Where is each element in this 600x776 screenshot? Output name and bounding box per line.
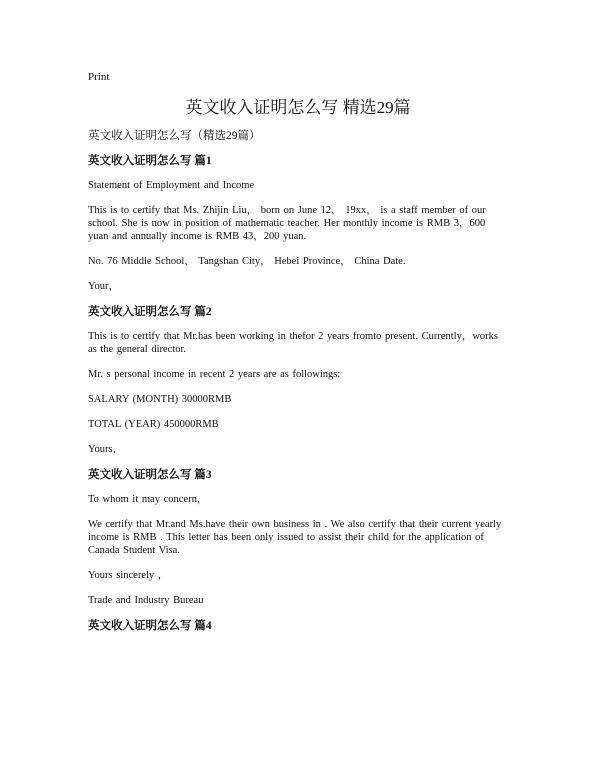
section-heading: 英文收入证明怎么写 篇3 [88, 469, 212, 481]
section-heading: 英文收入证明怎么写 篇4 [88, 620, 212, 632]
paragraph: Yours sincerely ， [88, 570, 169, 581]
paragraph: SALARY (MONTH) 30000RMB [88, 394, 232, 405]
section-2 [88, 305, 508, 456]
paragraph: This is to certify that Mr.has been working in thefor 2 years fromto present. Currently，works as the general director. [88, 331, 498, 355]
paragraph: To whom it may concern， [88, 494, 208, 505]
paragraph: Mr. s personal income in recent 2 years are as followings: [88, 369, 341, 380]
paragraph: Your， [88, 281, 120, 292]
section-3 [88, 468, 508, 607]
section-heading: 英文收入证明怎么写 篇1 [88, 155, 212, 167]
section-1 [88, 154, 508, 293]
paragraph: TOTAL (YEAR) 450000RMB [88, 419, 219, 430]
paragraph: Yours， [88, 444, 124, 455]
document-page [88, 70, 508, 644]
section-4 [88, 619, 508, 634]
document-title: 英文收入证明怎么写 精选29篇 [185, 98, 411, 117]
document-subtitle: 英文收入证明怎么写（精选29篇） [88, 130, 261, 142]
paragraph: We certify that Mr.and Ms.have their own business in . We also certify that their current yearly income is RMB . This letter has been only issued to assist their child for the application of Canada Student Visa. [88, 519, 502, 556]
paragraph: This is to certify that Ms. Zhijin Liu， born on June 12， 19xx， is a staff member of our school. She is now in position of mathematic teacher. Her monthly income is RMB 3，600 yuan and annually income is RMB 43，200 yuan. [88, 205, 486, 242]
print-label[interactable]: Print [88, 71, 110, 83]
section-heading: 英文收入证明怎么写 篇2 [88, 306, 212, 318]
paragraph: Statement of Employment and Income [88, 180, 255, 191]
paragraph: Trade and Industry Bureau [88, 595, 204, 606]
paragraph: No. 76 Middle School， Tangshan City， Hebei Province， China Date. [88, 256, 406, 267]
